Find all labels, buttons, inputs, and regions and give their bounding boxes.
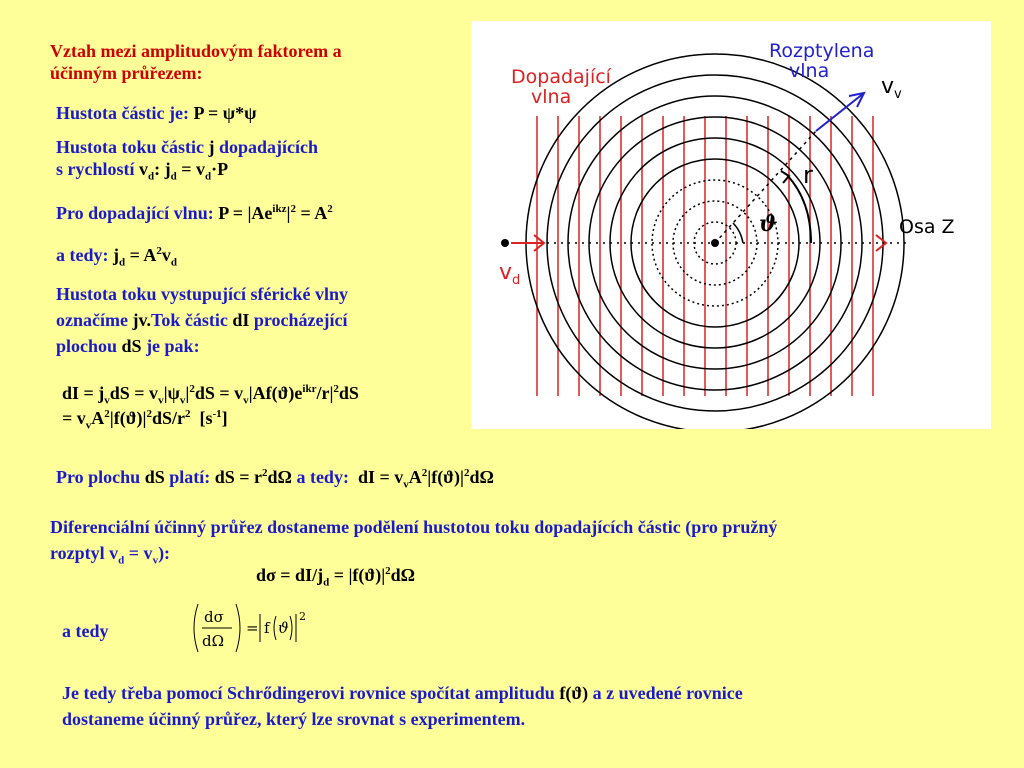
incident-wave-row xyxy=(56,202,333,224)
conclusion-line2: dostaneme účinný průřez, který lze srovnat s experimentem. xyxy=(62,709,526,729)
arg-paren-right xyxy=(290,616,292,640)
surface-formula1: dS = $r^2d\Omega$ xyxy=(214,467,292,487)
outgoing-block xyxy=(56,283,348,357)
scattering-diagram xyxy=(471,21,991,429)
vv-label-main: v xyxy=(881,74,895,99)
conclusion-line1-c: a z uvedené rovnice xyxy=(592,683,743,703)
flux-in-line2-a: s rychlostí xyxy=(56,159,135,179)
density-formula: P = ψ*ψ xyxy=(193,103,257,123)
left-paren xyxy=(194,604,198,652)
vv-label xyxy=(881,74,902,102)
outgoing-line3-a: plochou xyxy=(56,336,118,356)
dI-formula xyxy=(62,382,359,432)
final-arg: ϑ xyxy=(278,619,289,637)
surface-label-a: Pro plochu xyxy=(56,467,141,487)
differential-text xyxy=(50,516,1010,567)
scattered-wave-label-2: vlna xyxy=(789,60,830,82)
vd-label-sub: d xyxy=(512,273,521,288)
therefore2-label: a tedy xyxy=(62,621,109,641)
conclusion-text xyxy=(62,682,1012,730)
final-num: dσ xyxy=(204,608,224,626)
right-paren xyxy=(236,604,240,652)
outgoing-line2-e: procházející xyxy=(253,310,348,330)
r-label: r xyxy=(803,161,813,189)
theta-label: ϑ xyxy=(759,211,778,237)
outgoing-line2-a: označíme xyxy=(56,310,128,330)
outgoing-line2-c: Tok částic xyxy=(151,310,228,330)
outgoing-line2-b: jv. xyxy=(132,310,151,330)
flux-in-formula: $v_d$: $j_d = v_d\cdot P$ xyxy=(139,159,229,183)
flux-in-line1-c: dopadajících xyxy=(219,137,319,157)
r-arc-arrow xyxy=(781,171,789,183)
incident-source-dot xyxy=(501,239,509,247)
dI-formula-line2: = $v_vA^2|f(ϑ)|^2dS/r^2$ $[s^{-1}]$ xyxy=(62,408,228,432)
therefore1-row xyxy=(56,244,178,269)
dI-formula-line1: dI = $j_vdS = v_v|\psi_v|^2dS = v_v|Af(ϑ)e^{ikr}/r|^2dS$ xyxy=(62,383,359,407)
flux-in-line1-b: j xyxy=(208,137,215,157)
density-row xyxy=(56,102,257,124)
scattering-diagram-svg xyxy=(471,21,991,429)
outgoing-line1: Hustota toku vystupující sférické vlny xyxy=(56,284,349,304)
surface-label-d: a tedy: xyxy=(296,467,349,487)
therefore1-label: a tedy: xyxy=(56,245,109,265)
density-label: Hustota částic je: xyxy=(56,103,189,123)
intro-title xyxy=(50,40,342,84)
vv-arrow-shaft xyxy=(816,93,864,131)
vd-label xyxy=(499,260,520,288)
differential-line2: rozptyl $v_d = v_v$): xyxy=(50,543,171,567)
outgoing-line3-b: dS xyxy=(121,336,142,356)
surface-label-c: platí: xyxy=(169,467,211,487)
incident-wave-label: Pro dopadající vlnu: xyxy=(56,203,214,223)
vv-label-sub: v xyxy=(894,87,902,102)
flux-in-block xyxy=(56,136,319,183)
final-power: 2 xyxy=(299,610,306,623)
differential-line1: Diferenciální účinný průřez dostaneme podělení hustotou toku dopadajících částic (pro pružný xyxy=(50,517,778,537)
incident-wave-label-1: Dopadající xyxy=(511,66,611,88)
scattered-wave-label-1: Rozptylena xyxy=(769,40,875,62)
theta-arc xyxy=(733,223,743,243)
therefore1-formula: $j_d = A^2v_d$ xyxy=(113,245,178,269)
surface-label-b: dS xyxy=(144,467,165,487)
conclusion-line1-a: Je tedy třeba pomocí Schrődingerovi rovnice spočítat amplitudu xyxy=(62,683,555,703)
surface-formula2: dI = $v_vA^2|f(ϑ)|^2d\Omega$ xyxy=(357,467,494,491)
conclusion-line1-b: f(ϑ) xyxy=(559,683,589,703)
differential-formula: $d\sigma = dI/j_d = |f(ϑ)|^2d\Omega$ xyxy=(256,565,416,589)
outgoing-line3-c: je pak: xyxy=(146,336,200,356)
flux-in-line1-a: Hustota toku částic xyxy=(56,137,204,157)
incident-wave-formula: $P = |Ae^{ikz}|^2 = A^2$ xyxy=(218,203,333,223)
incident-wave-label-2: vlna xyxy=(531,86,572,108)
final-formula-svg xyxy=(188,600,318,656)
plane-wavefronts xyxy=(537,116,873,396)
outgoing-line2-d: dI xyxy=(232,310,250,330)
surface-row xyxy=(56,466,494,491)
final-rhs: f xyxy=(264,619,270,637)
arg-paren-left xyxy=(274,616,276,640)
intro-title-line2: účinným průřezem: xyxy=(50,63,203,83)
vd-label-main: v xyxy=(499,260,513,285)
final-formula xyxy=(188,600,318,661)
intro-title-line1: Vztah mezi amplitudovým faktorem a xyxy=(50,41,342,61)
axis-label: Osa Z xyxy=(899,216,955,238)
equals-sign: = xyxy=(246,619,259,637)
final-den: dΩ xyxy=(202,632,225,650)
